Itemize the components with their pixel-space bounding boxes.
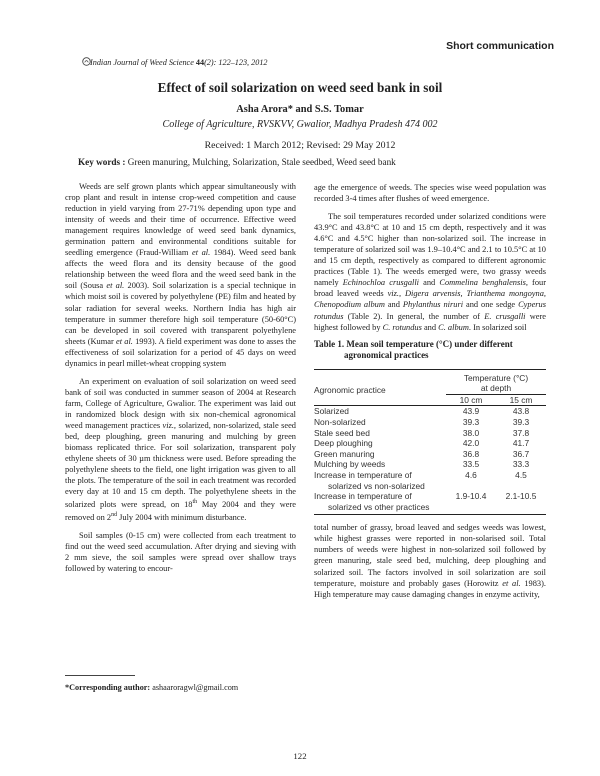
keywords-label: Key words : [78, 157, 126, 167]
footnote-email: ashaaroragwl@gmail.com [152, 683, 239, 692]
section-label: Short communication [446, 40, 554, 52]
table-row: Non-solarized 39.3 39.3 [314, 416, 530, 427]
footnote [65, 683, 238, 692]
temperature-table [314, 369, 546, 516]
journal-issue-pages: (2): 122–123, 2012 [204, 58, 268, 67]
table-row: Solarized 43.9 43.8 [314, 406, 530, 417]
keywords-list: Green manuring, Mulching, Solarization, Stale seedbed, Weed seed bank [127, 157, 396, 167]
table-row: Increase in temperature of solarized vs other practices 1.9-10.4 2.1-10.5 [314, 491, 546, 515]
body-paragraph: Weeds are self grown plants which appear simultaneously with crop plant and result in intense crop-weed competition and cause reduction in yield varying from 27-71% depending upon type and intensity of weeds and their time of occurrence. Effective weed management requires knowledge of weed seed bank dynamics, germination pattern and environmental conditions suitable for seedling emergence (Fraud-William et al. 1984). Weed seed bank affects the weed flora and its density because of the good relationship between the weed flora and the weed seed bank in the soil (Sousa et al. 2003). Soil solarization is a special technique in which moist soil is covered by polyethylene (PE) film and heated by solar radiation for several weeks. Northern India has high air temperature in summer therefore high soil temperature (50-60°C) can be developed in soil covered with transparent polyethylene sheets (Kumar et al. 1993). A field experiment was done to asses the effectiveness of soil solarization for a period of 45 days on weed dynamics in pearl millet-wheat cropping system [65, 182, 297, 368]
table-header-temp: Temperature (°C) at depth [463, 372, 529, 394]
right-column [314, 182, 546, 600]
table-header-15cm: 15 cm [496, 394, 546, 406]
table-header-practice: Agronomic practice [314, 385, 386, 396]
body-paragraph: The soil temperatures recorded under solarized conditions were 43.9°C and 43.8°C at 10 and 15 cm depth, respectively and it was 4.6°C and 4.5°C higher than non-solarized soil. The increase in temperature of solarized soil was 1.9–10.4°C and 2.1 to 10.5°C at 10 and 15 cm depth, respectively as compared to different agronomic practices (Table 1). The weeds emerged were, two grassy weeds namely Echinochloa crusgalli and Commelina benghalensis, four broad leaved weeds viz., Digera arvensis, Trianthema mongoyna, Chenopodium album and Phylanthus niruri and one sedge Cyperus rotundus (Table 2). In general, the number of E. crusgalli were highest followed by C. rotundus and C. album. In solarized soil [314, 212, 547, 332]
journal-citation [90, 58, 268, 67]
table-row: Increase in temperature of solarized vs non-solarized 4.6 4.5 [314, 469, 527, 491]
footnote-label: *Corresponding author: [65, 683, 151, 692]
journal-name: Indian Journal of Weed Science [90, 58, 194, 67]
article-dates: Received: 1 March 2012; Revised: 29 May 2012 [204, 140, 396, 151]
table-row: Stale seed bed 38.0 37.8 [314, 427, 530, 438]
keywords [78, 157, 396, 167]
article-authors: Asha Arora* and S.S. Tomar [236, 104, 364, 115]
body-paragraph: total number of grassy, broad leaved and sedges weeds was lowest, while highest grasses were reported in non-solarised soil. Total numbers of weeds were highest in non-solarized soil followed by green manuring, stale seed bed, mulching, deep ploughing and solarized soil. The factors involved in soil solarization are soil temperature, moisture and probably gases (Horowitz et al. 1983). High temperature may cause damaging changes in enzyme activity, [314, 523, 546, 599]
table-row: Mulching by weeds 33.5 33.3 [314, 459, 530, 470]
table-header-10cm: 10 cm [446, 394, 496, 406]
body-paragraph: An experiment on evaluation of soil solarization on weed seed bank of soil was conducted in summer season of 2004 at Research farm, College of Agriculture, Gwalior. The experiment was laid out in randomized block design with six non-chemical agronomical weed management practices viz., solarized, non-solarized, stale seed bed, deep ploughing, green manuring and mulching by green biomass replicated thrice. For soil solarization, transparent poly ethylene sheets of 30 µm thickness were used. Before spreading the polyethylene sheets to the field, one light irrigation was given to all the plots. The temperature of the soil in each treatment was recorded every day at 10 and 15 cm depth. The polyethylene sheets in the solarized plots were spread, on 18th May 2004 and they were removed on 2nd July 2004 with minimum disturbance. [65, 376, 296, 522]
footnote-rule [65, 675, 135, 676]
body-paragraph: age the emergence of weeds. The species wise weed population was recorded 3-4 times after flushes of weed emergence. [314, 183, 546, 204]
body-paragraph: Soil samples (0-15 cm) were collected from each treatment to find out the weed seed accumulation. After drying and sieving with 2 mm sieve, the soil samples were spread over shallow trays followed by watering to encour- [65, 531, 296, 574]
table-caption: Table 1. Mean soil temperature (°C) under different agronomical practices [314, 338, 513, 361]
journal-volume: 44 [195, 58, 205, 67]
table-row: Deep ploughing 42.0 41.7 [314, 438, 530, 449]
page-number: 122 [293, 751, 307, 761]
article-affiliation: College of Agriculture, RVSKVV, Gwalior, Madhya Pradesh 474 002 [162, 119, 438, 130]
left-column [65, 181, 296, 574]
table-row: Green manuring 36.8 36.7 [314, 448, 530, 459]
article-title: Effect of soil solarization on weed seed bank in soil [157, 80, 443, 95]
